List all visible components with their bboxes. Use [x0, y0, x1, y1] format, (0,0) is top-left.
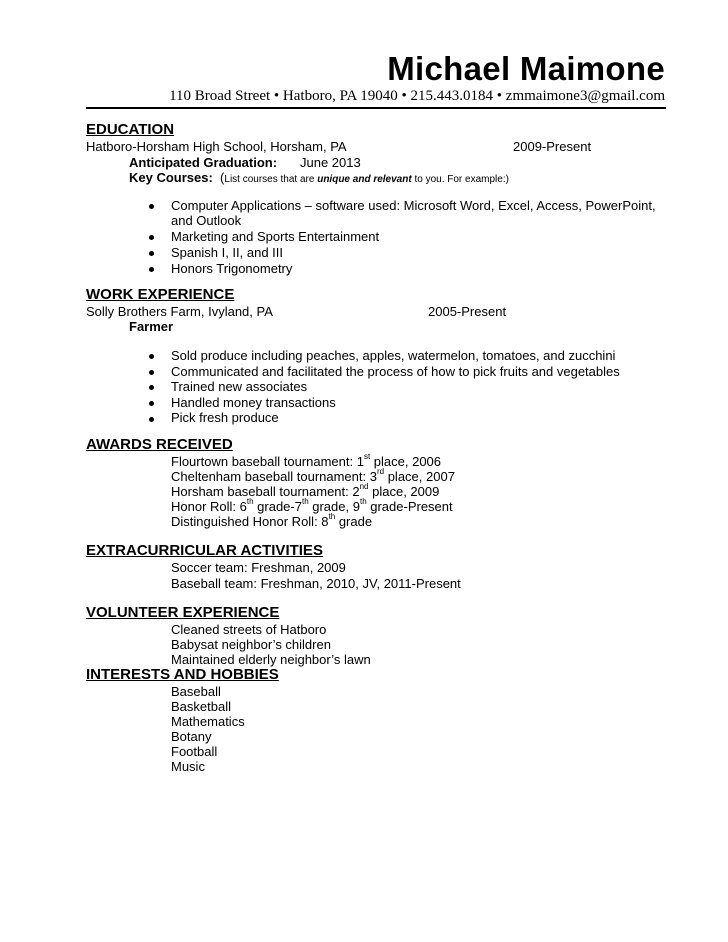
course-item: Marketing and Sports Entertainment: [171, 229, 380, 244]
ordinal-suffix: nd: [359, 482, 369, 491]
duty-item: Communicated and facilitated the process of how to pick fruits and vegetables: [171, 364, 620, 379]
bullet-icon: [149, 417, 154, 422]
ordinal-suffix: th: [359, 497, 367, 506]
course-item: Spanish I, II, and III: [171, 245, 284, 260]
note-pre: List courses that are: [224, 174, 318, 185]
award-text: grade, 9: [308, 499, 360, 514]
duty-item: Sold produce including peaches, apples, watermelon, tomatoes, and zucchini: [171, 348, 616, 363]
interest-item: Basketball: [171, 699, 231, 714]
volunteer-item: Cleaned streets of Hatboro: [171, 622, 327, 637]
header-divider: [86, 107, 666, 109]
note-emphasis: unique and relevant: [317, 174, 412, 185]
bullet-icon: [149, 251, 154, 256]
bullet-icon: [149, 385, 154, 390]
interest-item: Mathematics: [171, 714, 245, 729]
key-courses-label: Key Courses:: [129, 170, 213, 185]
bullet-icon: [149, 267, 154, 272]
key-courses-note: [224, 174, 509, 185]
interests-heading: INTERESTS AND HOBBIES: [86, 666, 279, 683]
awards-heading: AWARDS RECEIVED: [86, 436, 233, 453]
ordinal-suffix: rd: [376, 467, 385, 476]
award-item: [171, 454, 441, 469]
duty-item: Pick fresh produce: [171, 410, 279, 425]
bullet-icon: [149, 204, 154, 209]
candidate-name: Michael Maimone: [387, 50, 665, 87]
bullet-icon: [149, 370, 154, 375]
course-item: Computer Applications – software used: Microsoft Word, Excel, Access, PowerPoint,: [171, 198, 656, 213]
work-heading: WORK EXPERIENCE: [86, 286, 235, 303]
bullet-icon: [149, 401, 154, 406]
course-item: Honors Trigonometry: [171, 261, 293, 276]
award-text: place, 2007: [384, 469, 455, 484]
school-name: Hatboro-Horsham High School, Horsham, PA: [86, 139, 347, 154]
volunteer-item: Maintained elderly neighbor’s lawn: [171, 652, 371, 667]
award-text: Honor Roll: 6: [171, 499, 247, 514]
job-title: Farmer: [129, 319, 174, 334]
ordinal-suffix: st: [363, 452, 371, 461]
ordinal-suffix: th: [301, 497, 309, 506]
graduation-label: Anticipated Graduation:: [129, 155, 278, 170]
duty-item: Handled money transactions: [171, 395, 336, 410]
interest-item: Baseball: [171, 684, 221, 699]
award-text: Flourtown baseball tournament: 1: [171, 454, 364, 469]
ordinal-suffix: th: [246, 497, 254, 506]
interest-item: Football: [171, 744, 218, 759]
award-text: grade-Present: [366, 499, 453, 514]
duty-item: Trained new associates: [171, 379, 308, 394]
bullet-icon: [149, 354, 154, 359]
graduation-value: June 2013: [300, 155, 361, 170]
volunteer-item: Babysat neighbor’s children: [171, 637, 331, 652]
award-text: grade-7: [253, 499, 302, 514]
award-text: Cheltenham baseball tournament: 3: [171, 469, 377, 484]
award-text: Distinguished Honor Roll: 8: [171, 514, 329, 529]
ordinal-suffix: th: [328, 512, 336, 521]
key-courses-paren: (: [220, 170, 225, 185]
activity-item: Baseball team: Freshman, 2010, JV, 2011-Present: [171, 576, 461, 591]
volunteer-heading: VOLUNTEER EXPERIENCE: [86, 604, 280, 621]
interest-item: Botany: [171, 729, 212, 744]
interest-item: Music: [171, 759, 205, 774]
award-text: grade: [335, 514, 373, 529]
employer-name: Solly Brothers Farm, Ivyland, PA: [86, 304, 273, 319]
award-text: Horsham baseball tournament: 2: [171, 484, 360, 499]
extracurricular-heading: EXTRACURRICULAR ACTIVITIES: [86, 542, 323, 559]
bullet-icon: [149, 235, 154, 240]
school-dates: 2009-Present: [513, 139, 592, 154]
course-item-continued: and Outlook: [171, 213, 242, 228]
employer-dates: 2005-Present: [428, 304, 507, 319]
award-item: [171, 499, 453, 514]
award-text: place, 2009: [368, 484, 440, 499]
key-courses-line: [129, 170, 509, 185]
note-post: to you. For example:): [411, 174, 509, 185]
activity-item: Soccer team: Freshman, 2009: [171, 560, 346, 575]
education-heading: EDUCATION: [86, 121, 175, 138]
award-item: [171, 514, 372, 529]
award-text: place, 2006: [370, 454, 442, 469]
contact-line: 110 Broad Street • Hatboro, PA 19040 • 215.443.0184 • zmmaimone3@gmail.com: [169, 88, 665, 104]
award-item: [171, 469, 455, 484]
